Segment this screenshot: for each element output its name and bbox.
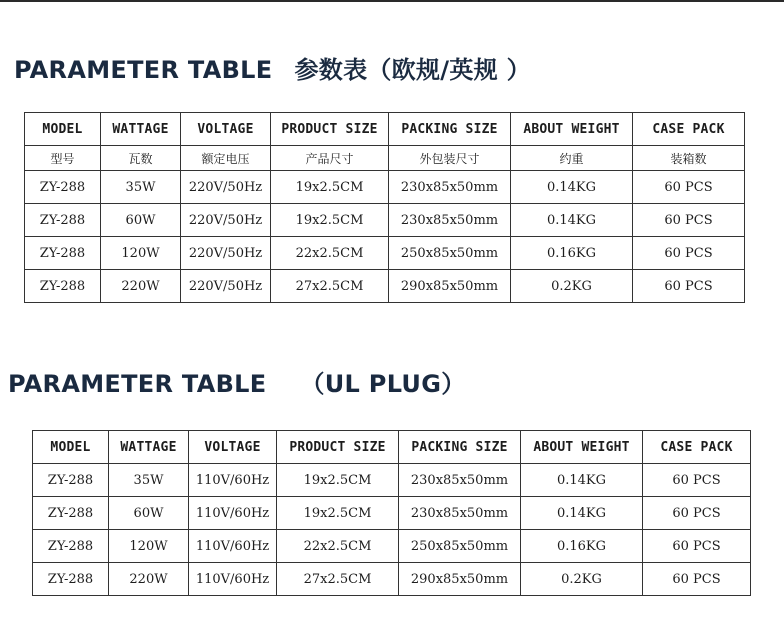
cell-model: ZY-288 <box>25 270 101 303</box>
parameter-table-eu-uk <box>24 112 745 303</box>
cell-product-size: 19x2.5CM <box>277 464 399 497</box>
table-row <box>25 270 745 303</box>
cell-weight: 0.2KG <box>511 270 633 303</box>
header-case-pack: CASE PACK <box>633 113 745 146</box>
cell-wattage: 35W <box>101 171 181 204</box>
cell-product-size: 27x2.5CM <box>277 563 399 596</box>
cell-packing-size: 230x85x50mm <box>389 171 511 204</box>
header-model: MODEL <box>25 113 101 146</box>
cell-packing-size: 290x85x50mm <box>389 270 511 303</box>
cell-wattage: 120W <box>109 530 189 563</box>
cell-wattage: 60W <box>109 497 189 530</box>
header-voltage: VOLTAGE <box>181 113 271 146</box>
header-packing-size: PACKING SIZE <box>399 431 521 464</box>
table-header-row <box>33 431 751 464</box>
section2-subtitle: （UL PLUG） <box>300 370 466 398</box>
cell-packing-size: 230x85x50mm <box>399 464 521 497</box>
cell-packing-size: 250x85x50mm <box>389 237 511 270</box>
cell-wattage: 220W <box>101 270 181 303</box>
table-header-row <box>25 113 745 146</box>
cell-model: ZY-288 <box>33 563 109 596</box>
header-about-weight: ABOUT WEIGHT <box>521 431 643 464</box>
cell-model: ZY-288 <box>33 530 109 563</box>
table-row <box>33 530 751 563</box>
section1-title-cn: 参数表（欧规/英规 ） <box>294 56 531 84</box>
header-cn-about-weight: 约重 <box>511 146 633 171</box>
cell-product-size: 22x2.5CM <box>277 530 399 563</box>
cell-product-size: 22x2.5CM <box>271 237 389 270</box>
cell-wattage: 120W <box>101 237 181 270</box>
top-divider <box>0 0 784 2</box>
cell-case-pack: 60 PCS <box>643 497 751 530</box>
cell-voltage: 220V/50Hz <box>181 270 271 303</box>
cell-weight: 0.14KG <box>521 464 643 497</box>
header-product-size: PRODUCT SIZE <box>271 113 389 146</box>
cell-case-pack: 60 PCS <box>633 171 745 204</box>
cell-case-pack: 60 PCS <box>643 530 751 563</box>
header-cn-wattage: 瓦数 <box>101 146 181 171</box>
cell-packing-size: 250x85x50mm <box>399 530 521 563</box>
cell-product-size: 19x2.5CM <box>277 497 399 530</box>
cell-voltage: 110V/60Hz <box>189 563 277 596</box>
header-voltage: VOLTAGE <box>189 431 277 464</box>
header-packing-size: PACKING SIZE <box>389 113 511 146</box>
table-row <box>33 563 751 596</box>
cell-case-pack: 60 PCS <box>633 204 745 237</box>
cell-case-pack: 60 PCS <box>643 464 751 497</box>
header-model: MODEL <box>33 431 109 464</box>
cell-voltage: 110V/60Hz <box>189 497 277 530</box>
table-row <box>25 237 745 270</box>
cell-voltage: 110V/60Hz <box>189 464 277 497</box>
cell-packing-size: 230x85x50mm <box>389 204 511 237</box>
parameter-table-ul-plug <box>32 430 751 596</box>
header-wattage: WATTAGE <box>109 431 189 464</box>
cell-weight: 0.14KG <box>511 204 633 237</box>
table-row <box>33 464 751 497</box>
header-cn-model: 型号 <box>25 146 101 171</box>
cell-weight: 0.2KG <box>521 563 643 596</box>
cell-weight: 0.14KG <box>511 171 633 204</box>
table-row <box>25 204 745 237</box>
header-cn-case-pack: 装箱数 <box>633 146 745 171</box>
cell-case-pack: 60 PCS <box>633 270 745 303</box>
cell-case-pack: 60 PCS <box>643 563 751 596</box>
cell-product-size: 19x2.5CM <box>271 171 389 204</box>
cell-case-pack: 60 PCS <box>633 237 745 270</box>
header-cn-packing-size: 外包装尺寸 <box>389 146 511 171</box>
cell-model: ZY-288 <box>25 171 101 204</box>
header-cn-voltage: 额定电压 <box>181 146 271 171</box>
cell-voltage: 110V/60Hz <box>189 530 277 563</box>
cell-wattage: 60W <box>101 204 181 237</box>
section2-heading <box>8 364 466 399</box>
cell-weight: 0.14KG <box>521 497 643 530</box>
cell-wattage: 220W <box>109 563 189 596</box>
table-row <box>33 497 751 530</box>
section2-title: PARAMETER TABLE <box>8 370 267 398</box>
header-cn-product-size: 产品尺寸 <box>271 146 389 171</box>
cell-weight: 0.16KG <box>511 237 633 270</box>
header-product-size: PRODUCT SIZE <box>277 431 399 464</box>
section1-title: PARAMETER TABLE <box>14 56 273 84</box>
table-row <box>25 171 745 204</box>
table-header-row-cn <box>25 146 745 171</box>
cell-packing-size: 290x85x50mm <box>399 563 521 596</box>
cell-model: ZY-288 <box>25 237 101 270</box>
cell-voltage: 220V/50Hz <box>181 171 271 204</box>
cell-model: ZY-288 <box>33 464 109 497</box>
header-wattage: WATTAGE <box>101 113 181 146</box>
cell-model: ZY-288 <box>25 204 101 237</box>
cell-model: ZY-288 <box>33 497 109 530</box>
cell-wattage: 35W <box>109 464 189 497</box>
cell-voltage: 220V/50Hz <box>181 204 271 237</box>
cell-packing-size: 230x85x50mm <box>399 497 521 530</box>
cell-voltage: 220V/50Hz <box>181 237 271 270</box>
cell-product-size: 27x2.5CM <box>271 270 389 303</box>
header-about-weight: ABOUT WEIGHT <box>511 113 633 146</box>
header-case-pack: CASE PACK <box>643 431 751 464</box>
cell-weight: 0.16KG <box>521 530 643 563</box>
section1-heading <box>14 50 531 85</box>
cell-product-size: 19x2.5CM <box>271 204 389 237</box>
